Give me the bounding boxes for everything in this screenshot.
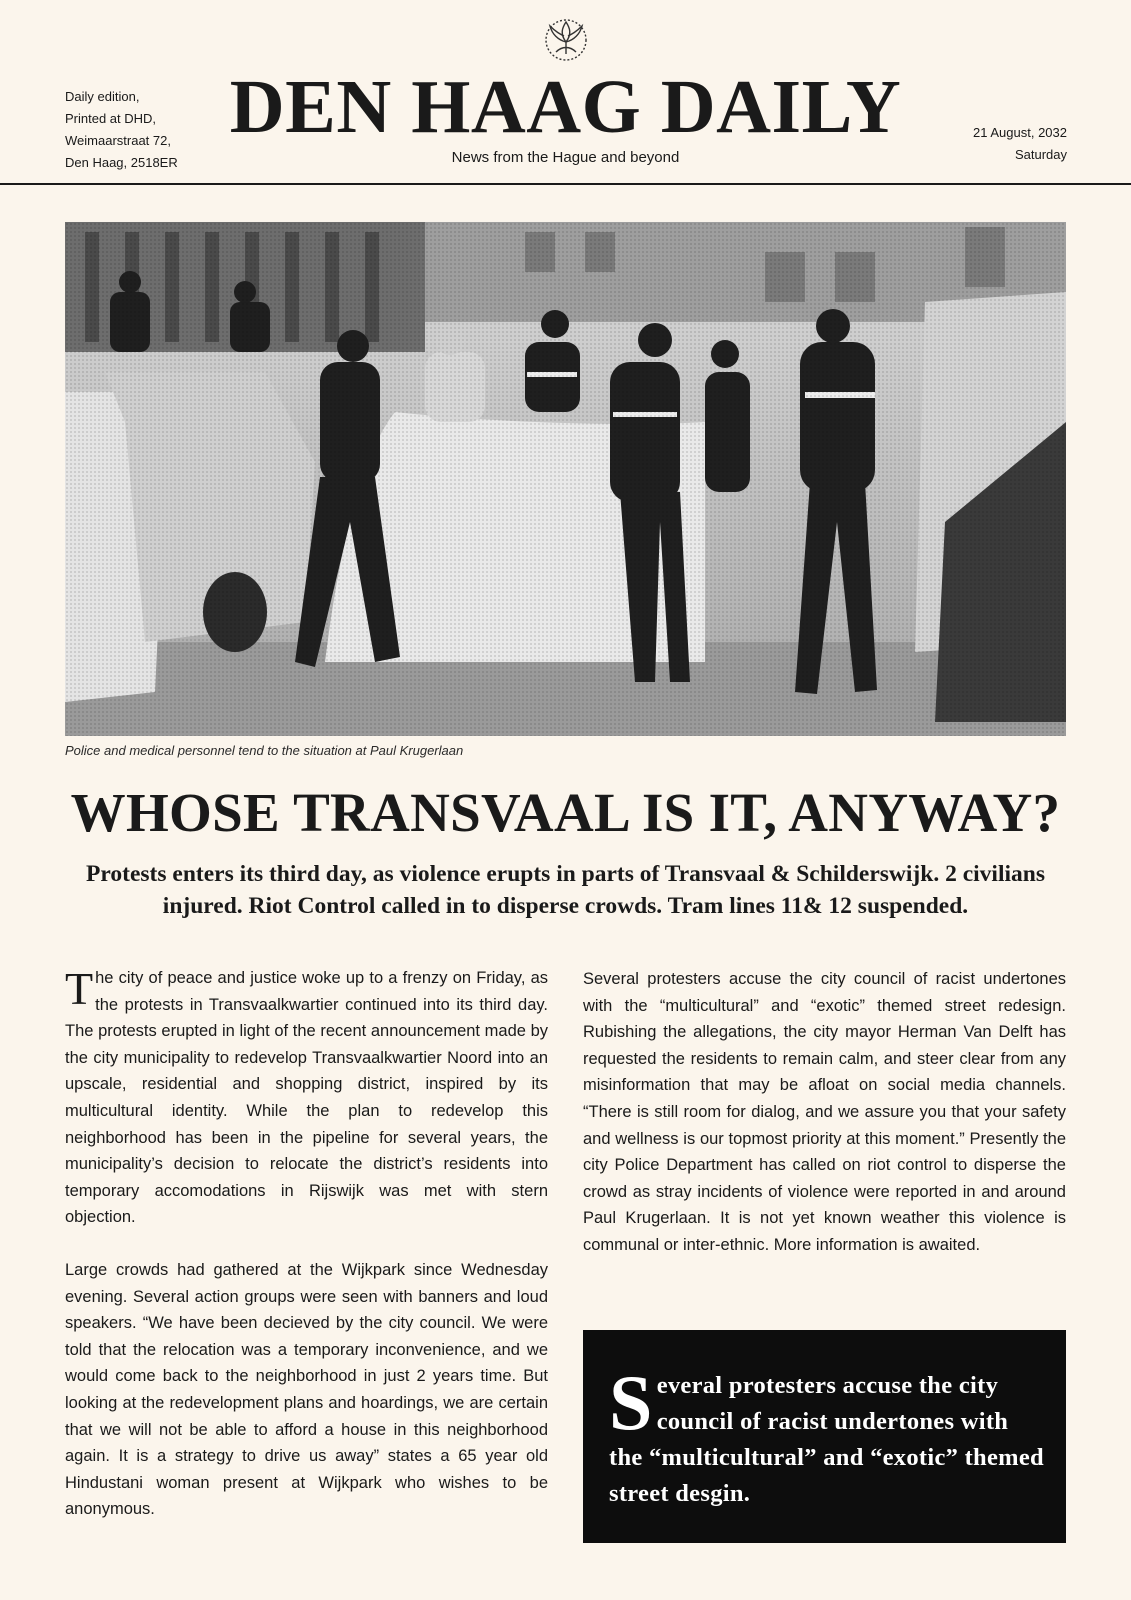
pull-quote	[583, 1330, 1066, 1543]
issue-weekday: Saturday	[1014, 147, 1067, 162]
article-paragraph: Several protesters accuse the city council of racist undertones with the “multicultural” and “exotic” themed street redesign. Rubishing the allegations, the city mayor Herman Van Delft has requested the residents to remain calm, and steer clear from any misinformation that may be afloat on social media channels. “There is still room for dialog, and we assure you that your safety and wellness is our topmost priority at this moment.” Presently the city Police Department has called on riot control to disperse the crowd as stray incidents of violence were reported in and around Paul Krugerlaan. It is not yet known weather this violence is communal or inter-ethnic. More information is awaited.	[583, 970, 1066, 1254]
date-info	[867, 122, 1067, 166]
article-paragraph: Large crowds had gathered at the Wijkpark since Wednesday evening. Several action groups were seen with banners and loud speakers. “We have been decieved by the city council. We were told that the relocation was a temporary inconvenience, and we would come back to the neighborhood in just 2 years time. But looking at the redevelopment plans and hoardings, we are certain that we will not be able to afford a house in this neighborhood again. It is a strategy to drive us away” states a 65 year old Hindustani woman present at Wijkpark who wishes to be anonymous.	[65, 1260, 548, 1519]
newspaper-title: DEN HAAG DAILY	[229, 65, 902, 149]
article-headline: WHOSE TRANSVAAL IS IT, ANYWAY?	[70, 782, 1061, 843]
paragraph-text: he city of peace and justice woke up to a frenzy on Friday, as the protests in Transvaalkwartier continued into its third day. The protests erupted in light of the recent announcement made by the city municipality to redevelop Transvaalkwartier Noord into an upscale, residential and shopping district, inspired by its multicultural identity. While the plan to redevelop this neighborhood has been in the pipeline for several years, the municipality’s decision to relocate the district’s residents into temporary accomodations in Rijswijk was met with stern objection.	[65, 969, 548, 1227]
phoenix-emblem-icon	[540, 12, 592, 64]
article-subheadline: Protests enters its third day, as violence erupts in parts of Transvaal & Schilderswijk. 2 civilians injured. Riot Control called in to disperse crowds. Tram lines 11& 12 suspended.	[86, 861, 1045, 919]
article-paragraph	[65, 965, 548, 1231]
edition-line: Weimaarstraat 72,	[65, 133, 171, 148]
tagline: News from the Hague and beyond	[451, 149, 680, 166]
pull-quote-text: everal protesters accuse the city council of racist undertones with the “multicultural” and “exotic” themed street desgin.	[609, 1372, 1044, 1507]
edition-line: Printed at DHD,	[65, 111, 157, 126]
edition-line: Daily edition,	[65, 89, 140, 104]
photo-caption: Police and medical personnel tend to the situation at Paul Krugerlaan	[65, 743, 464, 758]
pull-quote-drop-cap: S	[609, 1359, 653, 1446]
article-column-left	[65, 965, 548, 1523]
masthead	[0, 0, 1131, 187]
edition-line: Den Haag, 2518ER	[65, 155, 178, 170]
masthead-divider	[0, 183, 1131, 185]
news-photo	[65, 222, 1066, 736]
drop-cap: T	[65, 963, 94, 1014]
article-column-right	[583, 966, 1066, 1259]
issue-date: 21 August, 2032	[973, 125, 1067, 140]
